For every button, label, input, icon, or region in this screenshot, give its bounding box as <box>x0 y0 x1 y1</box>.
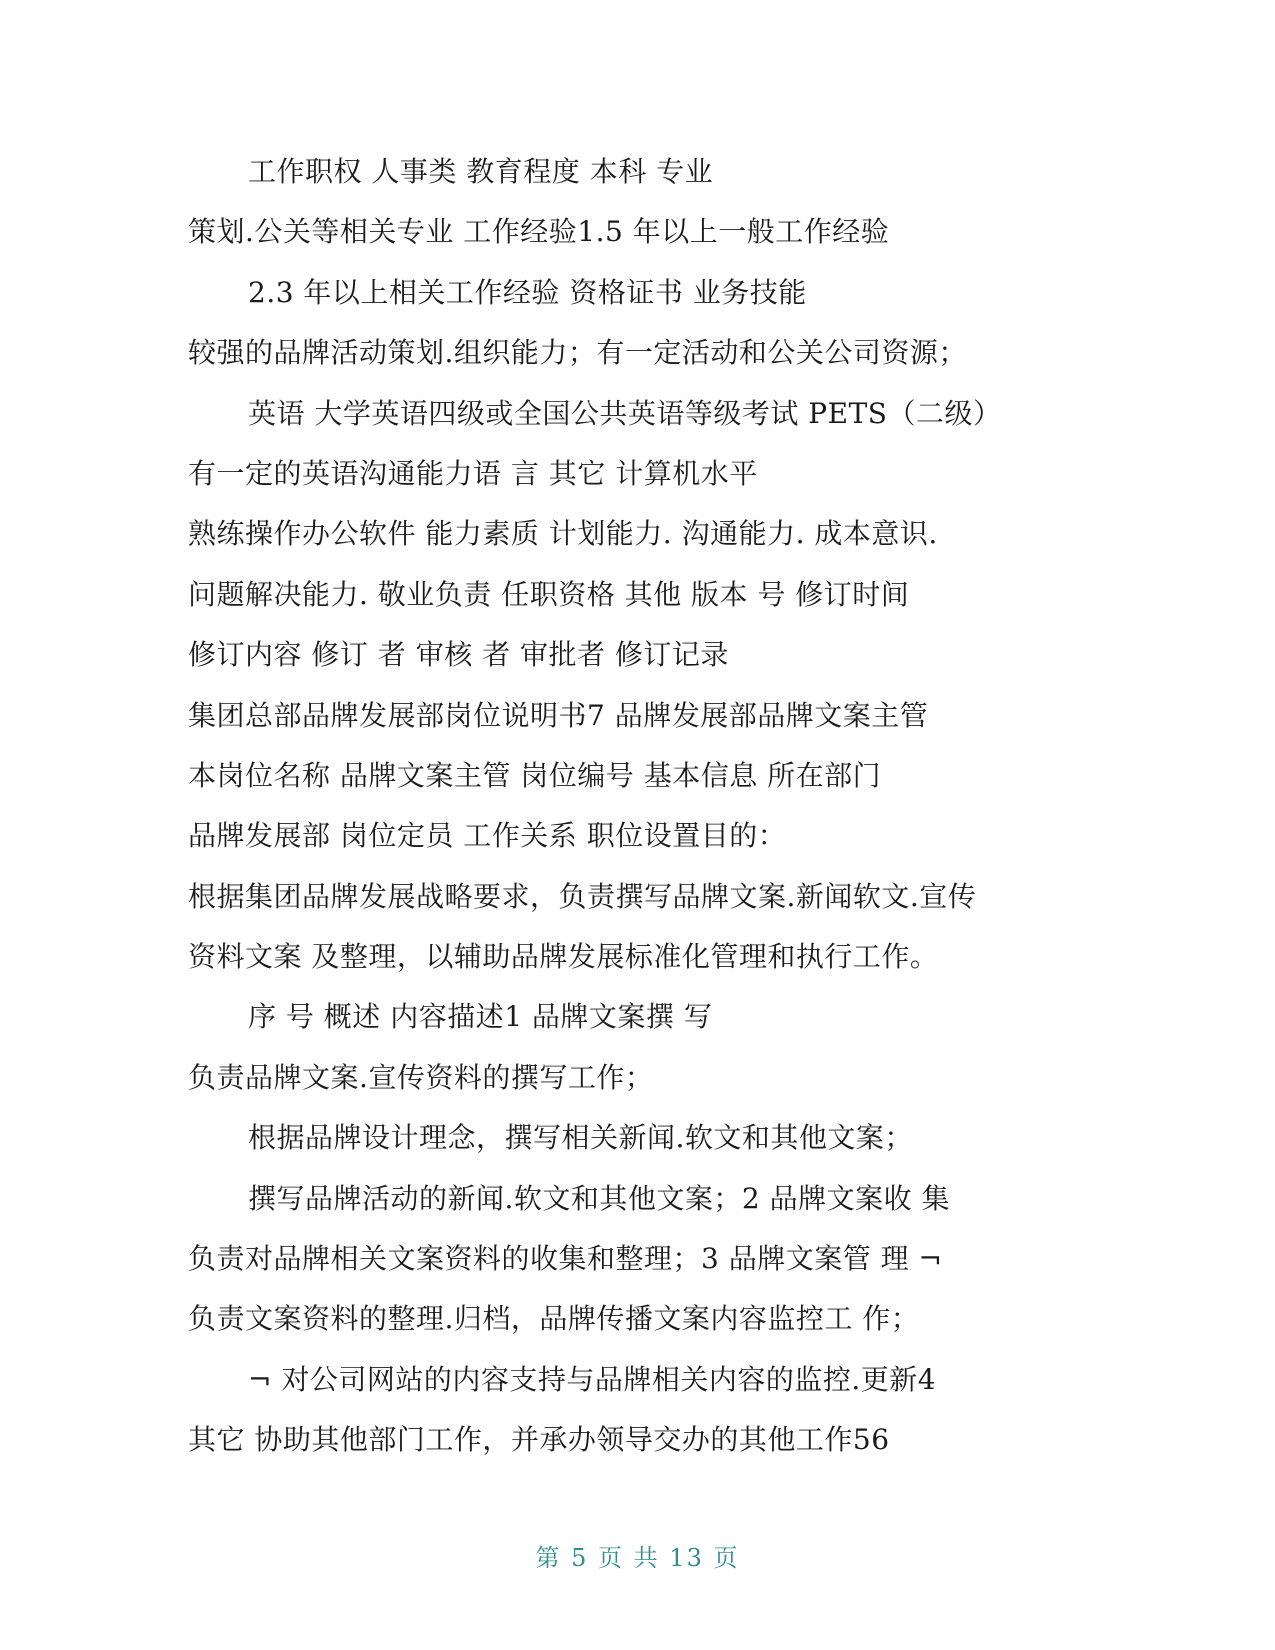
text-line-6: 有一定的英语沟通能力语 言 其它 计算机水平 <box>188 456 758 490</box>
text-line-17: 根据品牌设计理念，撰写相关新闻.软文和其他文案； <box>248 1121 913 1155</box>
text-line-7: 熟练操作办公软件 能力素质 计划能力. 沟通能力. 成本意识. <box>188 517 938 551</box>
text-line-9: 修订内容 修订 者 审核 者 审批者 修订记录 <box>188 638 729 672</box>
text-line-2: 策划.公关等相关专业 工作经验1.5 年以上一般工作经验 <box>188 215 890 249</box>
text-line-18: 撰写品牌活动的新闻.软文和其他文案；2 品牌文案收 集 <box>248 1181 951 1215</box>
text-line-8: 问题解决能力. 敬业负责 任职资格 其他 版本 号 修订时间 <box>188 577 910 611</box>
text-line-19: 负责对品牌相关文案资料的收集和整理；3 品牌文案管 理 ¬ <box>188 1242 943 1276</box>
text-line-5: 英语 大学英语四级或全国公共英语等级考试 PETS（二级） <box>248 396 1002 430</box>
document-body <box>188 142 1088 1471</box>
text-line-11: 本岗位名称 品牌文案主管 岗位编号 基本信息 所在部门 <box>188 758 882 792</box>
text-line-14: 资料文案 及整理，以辅助品牌发展标准化管理和执行工作。 <box>188 940 939 974</box>
text-line-15: 序 号 概述 内容描述1 品牌文案撰 写 <box>248 1000 713 1034</box>
text-line-13: 根据集团品牌发展战略要求，负责撰写品牌文案.新闻软文.宣传 <box>188 879 977 913</box>
text-line-22: 其它 协助其他部门工作，并承办领导交办的其他工作56 <box>188 1423 890 1457</box>
text-line-4: 较强的品牌活动策划.组织能力；有一定活动和公关公司资源； <box>188 336 967 370</box>
text-line-12: 品牌发展部 岗位定员 工作关系 职位设置目的： <box>188 819 787 853</box>
text-line-3: 2.3 年以上相关工作经验 资格证书 业务技能 <box>248 275 807 309</box>
text-line-1: 工作职权 人事类 教育程度 本科 专业 <box>248 155 714 188</box>
page-number-footer: 第 5 页 共 13 页 <box>535 1544 740 1572</box>
text-line-10: 集团总部品牌发展部岗位说明书7 品牌发展部品牌文案主管 <box>188 698 929 732</box>
text-line-20: 负责文案资料的整理.归档，品牌传播文案内容监控工 作； <box>188 1302 920 1336</box>
text-line-21: ¬ 对公司网站的内容支持与品牌相关内容的监控.更新4 <box>248 1362 937 1396</box>
text-line-16: 负责品牌文案.宣传资料的撰写工作； <box>188 1060 654 1094</box>
